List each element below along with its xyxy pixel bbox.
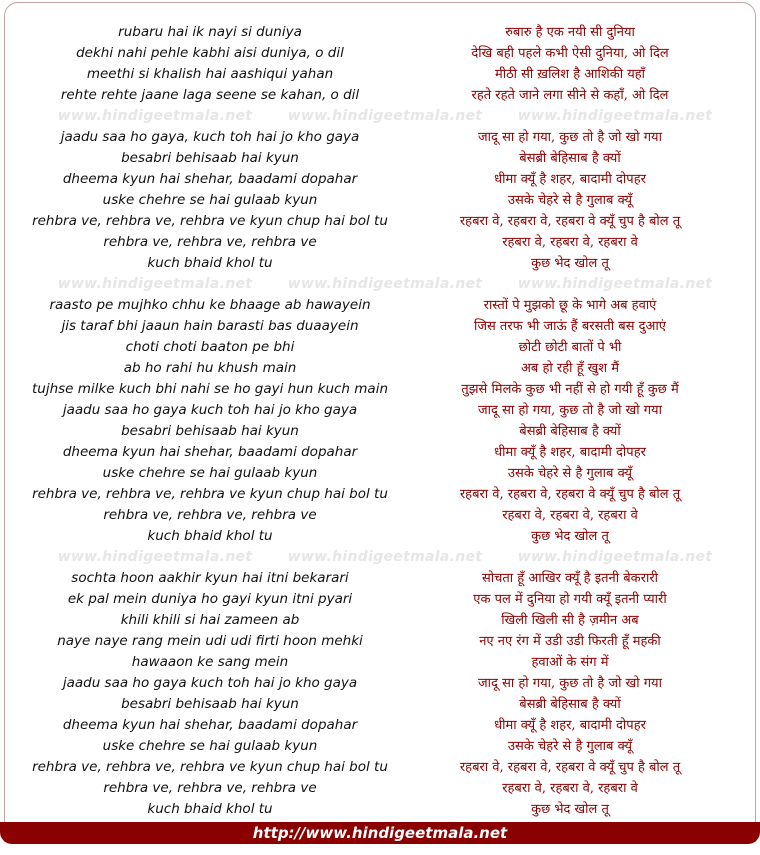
roman-lyric-line: rehte rehte jaane laga seene se kahan, o dil [60, 87, 360, 103]
watermark-text: www.hindigeetmala.net [287, 549, 483, 565]
hindi-lyric-line: रहबरा वे, रहबरा वे, रहबरा वे [502, 235, 638, 250]
hindi-lyric-line: रास्तों पे मुझको छू के भागे अब हवाएं [483, 298, 657, 313]
watermark-text: www.hindigeetmala.net [57, 549, 253, 565]
hindi-lyric-line: रहबरा वे, रहबरा वे, रहबरा वे क्यूँ चुप है बोल तू [459, 214, 681, 229]
hindi-lyric-line: एक पल में दुनिया हो गयी क्यूँ इतनी प्यारी [473, 592, 667, 607]
hindi-lyric-line: उसके चेहरे से है गुलाब क्यूँ [507, 739, 633, 754]
hindi-lyric-line: रहबरा वे, रहबरा वे, रहबरा वे क्यूँ चुप है बोल तू [459, 487, 681, 502]
stanza-gap [400, 106, 740, 127]
hindi-lyric-line: नए नए रंग में उडी उडी फिरती हूँ महकी [479, 634, 661, 649]
roman-lyric-line: jaadu saa ho gaya kuch toh hai jo kho gaya [62, 675, 358, 691]
hindi-lyric-line: धीमा क्यूँ है शहर, बादामी दोपहर [494, 445, 646, 460]
watermark-text: www.hindigeetmala.net [517, 276, 713, 292]
roman-lyric-line: dheema kyun hai shehar, baadami dopahar [62, 717, 358, 733]
hindi-lyric-line: धीमा क्यूँ है शहर, बादामी दोपहर [494, 718, 646, 733]
hindi-lyric-line: बेसब्री बेहिसाब है क्यों [519, 697, 621, 712]
roman-lyric-line: sochta hoon aakhir kyun hai itni bekarari [71, 570, 349, 586]
roman-lyric-line: jaadu saa ho gaya kuch toh hai jo kho gaya [62, 402, 358, 418]
watermark-text: www.hindigeetmala.net [287, 276, 483, 292]
hindi-lyric-line: रुबारु है एक नयी सी दुनिया [505, 25, 635, 40]
stanza-gap [400, 547, 740, 568]
hindi-lyric-line: रहबरा वे, रहबरा वे, रहबरा वे [502, 781, 638, 796]
roman-lyric-line: jis taraf bhi jaaun hain barasti bas duaayein [61, 318, 359, 334]
hindi-lyric-line: धीमा क्यूँ है शहर, बादामी दोपहर [494, 172, 646, 187]
hindi-lyric-line: बेसब्री बेहिसाब है क्यों [519, 151, 621, 166]
roman-lyric-line: hawaaon ke sang mein [131, 654, 289, 670]
roman-lyric-line: rehbra ve, rehbra ve, rehbra ve kyun chup hai bol tu [32, 486, 388, 502]
hindi-lyric-line: जिस तरफ भी जाऊं हैं बरसती बस दुआएं [474, 319, 666, 334]
watermark-text: www.hindigeetmala.net [287, 108, 483, 124]
hindi-lyric-line: रहबरा वे, रहबरा वे, रहबरा वे [502, 508, 638, 523]
hindi-lyric-line: सोचता हूँ आखिर क्यूँ है इतनी बेकरारी [481, 571, 659, 586]
hindi-lyric-line: कुछ भेद खोल तू [531, 802, 609, 817]
roman-lyric-line: dekhi nahi pehle kabhi aisi duniya, o dil [76, 45, 344, 61]
stanza-gap [10, 547, 410, 568]
hindi-lyric-line: खिली खिली सी है ज़मीन अब [501, 613, 639, 628]
hindi-lyric-line: जादू सा हो गया, कुछ तो है जो खो गया [478, 130, 662, 145]
hindi-lyric-line: उसके चेहरे से है गुलाब क्यूँ [507, 466, 633, 481]
hindi-lyric-line: रहते रहते जाने लगा सीने से कहाँ, ओ दिल [471, 88, 669, 103]
hindi-lyric-line: जादू सा हो गया, कुछ तो है जो खो गया [478, 403, 662, 418]
hindi-lyric-line: जादू सा हो गया, कुछ तो है जो खो गया [478, 676, 662, 691]
roman-lyric-line: khili khili si hai zameen ab [120, 612, 300, 628]
hindi-lyric-line: देखि बही पहले कभी ऐसी दुनिया, ओ दिल [471, 46, 669, 61]
hindi-lyric-line: हवाओं के संग में [531, 655, 609, 670]
roman-lyric-line: besabri behisaab hai kyun [121, 696, 299, 712]
roman-lyric-line: kuch bhaid khol tu [147, 528, 273, 544]
roman-lyric-line: besabri behisaab hai kyun [121, 150, 299, 166]
roman-lyric-line: ek pal mein duniya ho gayi kyun itni pyari [67, 591, 353, 607]
stanza-gap [10, 274, 410, 295]
hindi-lyric-line: रहबरा वे, रहबरा वे, रहबरा वे क्यूँ चुप है बोल तू [459, 760, 681, 775]
roman-lyric-line: dheema kyun hai shehar, baadami dopahar [62, 171, 358, 187]
watermark-text: www.hindigeetmala.net [517, 549, 713, 565]
roman-lyric-line: uske chehre se hai gulaab kyun [102, 192, 318, 208]
stanza-gap [10, 106, 410, 127]
watermark-text: www.hindigeetmala.net [517, 108, 713, 124]
hindi-lyrics-column [400, 22, 740, 820]
roman-lyric-line: rehbra ve, rehbra ve, rehbra ve kyun chup hai bol tu [32, 213, 388, 229]
hindi-lyric-line: छोटी छोटी बातों पे भी [518, 340, 622, 355]
roman-lyric-line: uske chehre se hai gulaab kyun [102, 738, 318, 754]
roman-lyric-line: rehbra ve, rehbra ve, rehbra ve [103, 234, 317, 250]
stanza-gap [400, 274, 740, 295]
hindi-lyric-line: तुझसे मिलके कुछ भी नहीं से हो गयी हूँ कुछ मैं [461, 382, 679, 397]
roman-lyric-line: rubaru hai ik nayi si duniya [118, 24, 302, 40]
site-link[interactable]: http://www.hindigeetmala.net [252, 824, 508, 842]
hindi-lyric-line: उसके चेहरे से है गुलाब क्यूँ [507, 193, 633, 208]
roman-lyric-line: dheema kyun hai shehar, baadami dopahar [62, 444, 358, 460]
watermark-text: www.hindigeetmala.net [57, 276, 253, 292]
roman-lyric-line: kuch bhaid khol tu [147, 255, 273, 271]
hindi-lyric-line: बेसब्री बेहिसाब है क्यों [519, 424, 621, 439]
hindi-lyric-line: कुछ भेद खोल तू [531, 529, 609, 544]
roman-lyric-line: kuch bhaid khol tu [147, 801, 273, 817]
hindi-lyric-line: अब हो रही हूँ खुश मैं [520, 361, 620, 376]
roman-lyric-line: besabri behisaab hai kyun [121, 423, 299, 439]
hindi-lyric-line: कुछ भेद खोल तू [531, 256, 609, 271]
roman-lyric-line: rehbra ve, rehbra ve, rehbra ve [103, 780, 317, 796]
roman-lyric-line: jaadu saa ho gaya, kuch toh hai jo kho gaya [60, 129, 360, 145]
watermark-text: www.hindigeetmala.net [57, 108, 253, 124]
roman-lyrics-column [10, 22, 410, 820]
roman-lyric-line: rehbra ve, rehbra ve, rehbra ve [103, 507, 317, 523]
roman-lyric-line: tujhse milke kuch bhi nahi se ho gayi hun kuch main [31, 381, 389, 397]
roman-lyric-line: ab ho rahi hu khush main [123, 360, 297, 376]
roman-lyric-line: meethi si khalish hai aashiqui yahan [86, 66, 334, 82]
hindi-lyric-line: मीठी सी ख़लिश है आशिकी यहाँ [494, 67, 646, 82]
roman-lyric-line: choti choti baaton pe bhi [125, 339, 295, 355]
roman-lyric-line: rehbra ve, rehbra ve, rehbra ve kyun chup hai bol tu [32, 759, 388, 775]
roman-lyric-line: raasto pe mujhko chhu ke bhaage ab hawayein [49, 297, 371, 313]
footer-bar [0, 822, 760, 844]
roman-lyric-line: uske chehre se hai gulaab kyun [102, 465, 318, 481]
roman-lyric-line: naye naye rang mein udi udi firti hoon mehki [57, 633, 363, 649]
